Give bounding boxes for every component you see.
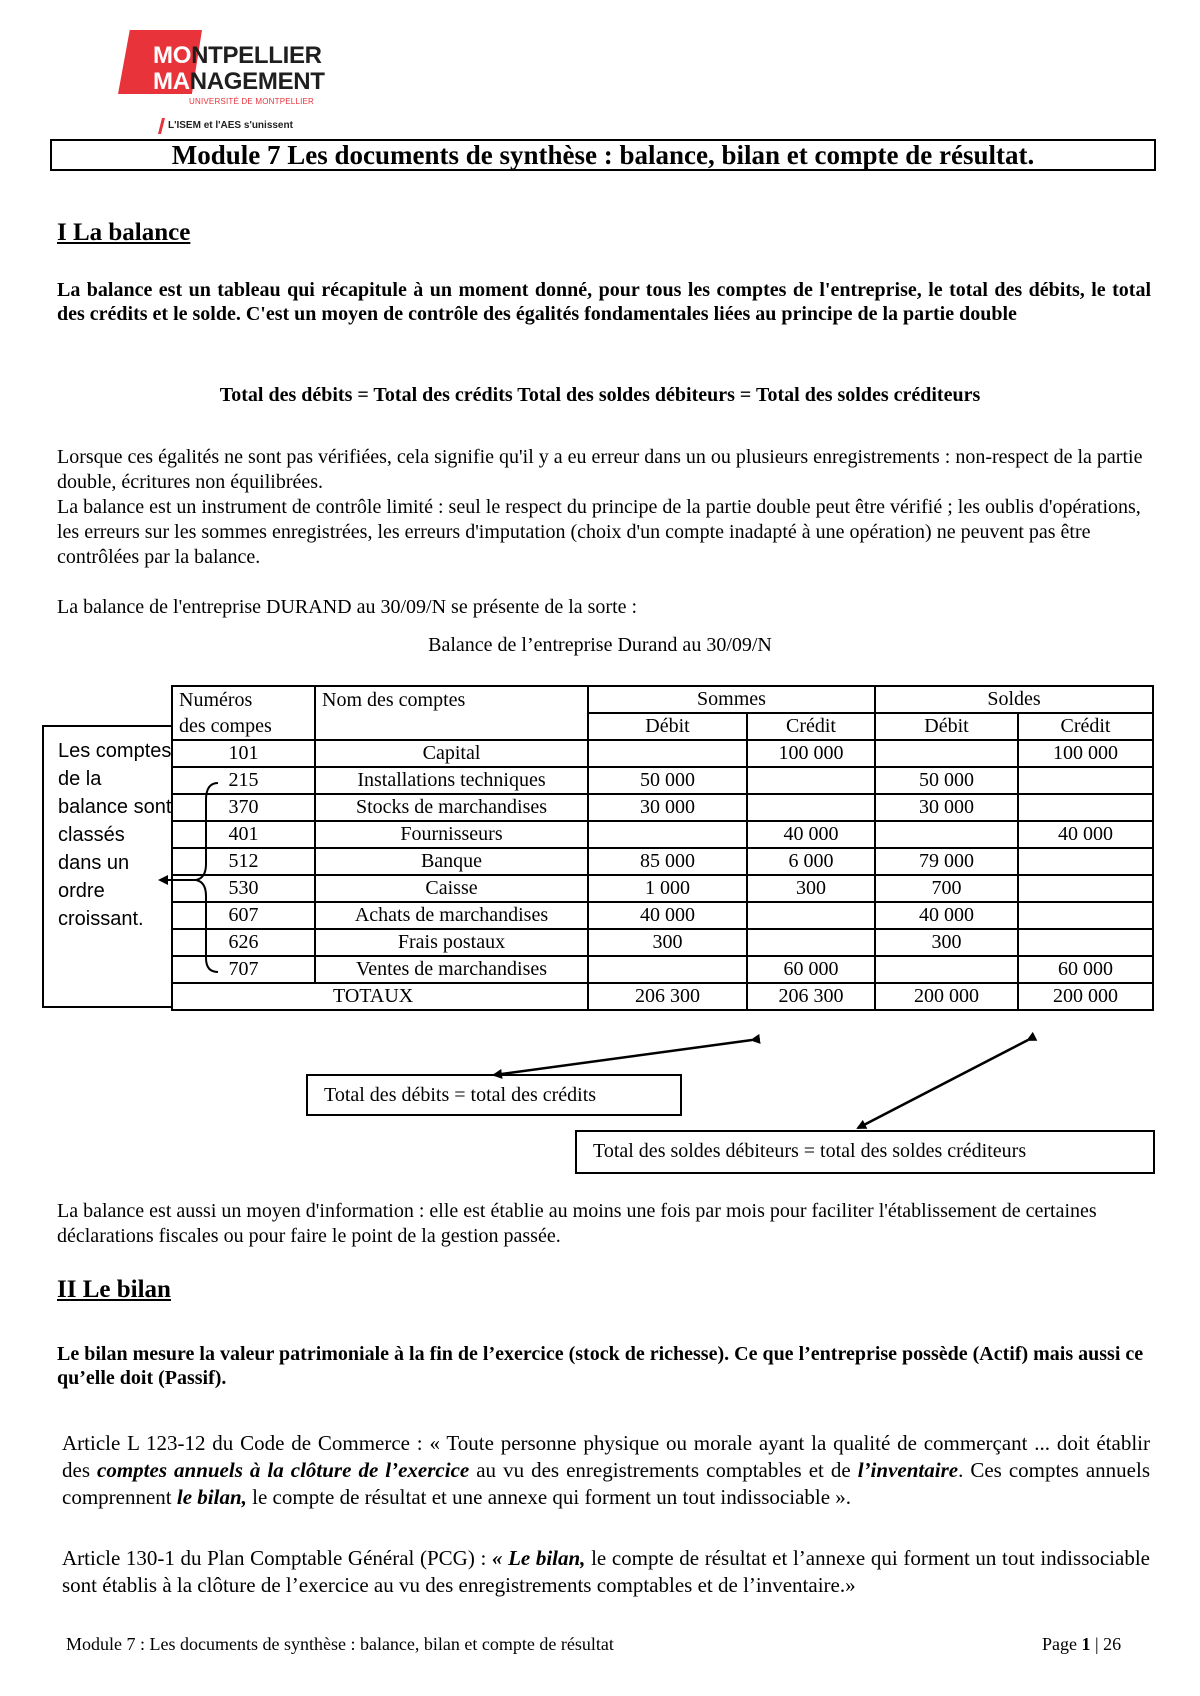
cell-num: 101 [172,740,315,767]
cell-sommes-debit: 300 [588,929,747,956]
article-code-commerce: Article L 123-12 du Code de Commerce : « Toute personne physique ou morale ayant la qualité de commerçant ... doit établir des comptes annuels à la clôture de l’exercice au vu des enregistrements comptables et de l’inventaire. Ces comptes annuels comprennent le bilan, le compte de résultat et une annexe qui forment un tout indissociable ». [62,1431,1150,1509]
header-name: Nom des comptes [315,686,588,713]
header-sommes: Sommes [588,686,875,713]
balance-equality: Total des débits = Total des crédits Total des soldes débiteurs = Total des soldes créditeurs [219,384,981,406]
arrow-to-soldes-note [858,1040,1028,1128]
cell-sommes-debit: 40 000 [588,902,747,929]
balance-closing: La balance est aussi un moyen d'information : elle est établie au moins une fois par mois pour faciliter l'établissement de certaines déclarations fiscales ou pour faire le point de la gestion passée. [57,1200,1097,1247]
cell-name: Stocks de marchandises [315,794,588,821]
cell-sommes-credit: 100 000 [747,740,875,767]
logo-subtitle: UNIVERSITÉ DE MONTPELLIER [189,97,315,106]
bilan-definition: Le bilan mesure la valeur patrimoniale à la fin de l’exercice (stock de richesse). Ce que l’entreprise possède (Actif) mais aussi ce qu’elle doit (Passif). [57,1343,1144,1389]
cell-num: 215 [172,767,315,794]
cell-soldes-credit: 60 000 [1018,956,1153,983]
page-number: 1 [1081,1634,1091,1654]
note-soldes: Total des soldes débiteurs = total des soldes créditeurs [575,1130,1155,1174]
logo-tagline: L'ISEM et l'AES s'unissent [168,120,293,131]
total-sommes-credit: 206 300 [747,983,875,1010]
header-soldes-credit: Crédit [1018,713,1153,740]
logo: MONTPELLIER MANAGEMENT [153,42,325,95]
totals-label: TOTAUX [172,983,588,1010]
cell-sommes-debit: 30 000 [588,794,747,821]
cell-name: Ventes de marchandises [315,956,588,983]
side-note: Les comptes de la balance sont classés dans un ordre croissant. [42,725,173,1008]
cell-name: Caisse [315,875,588,902]
header-num-2: des compes [172,713,315,740]
cell-num: 707 [172,956,315,983]
cell-sommes-debit: 85 000 [588,848,747,875]
cell-name: Capital [315,740,588,767]
cell-num: 626 [172,929,315,956]
cell-soldes-debit: 79 000 [875,848,1018,875]
cell-num: 401 [172,821,315,848]
section-heading-bilan: II Le bilan [57,1276,171,1303]
total-soldes-credit: 200 000 [1018,983,1153,1010]
cell-name: Frais postaux [315,929,588,956]
cell-soldes-credit: 100 000 [1018,740,1153,767]
balance-intro: La balance de l'entreprise DURAND au 30/09/N se présente de la sorte : [57,596,638,618]
page-title: Module 7 Les documents de synthèse : balance, bilan et compte de résultat. [50,139,1156,171]
cell-soldes-debit: 700 [875,875,1018,902]
cell-sommes-credit: 300 [747,875,875,902]
cell-num: 607 [172,902,315,929]
total-soldes-debit: 200 000 [875,983,1018,1010]
header-sommes-credit: Crédit [747,713,875,740]
cell-name: Banque [315,848,588,875]
cell-name: Achats de marchandises [315,902,588,929]
cell-sommes-debit: 50 000 [588,767,747,794]
cell-num: 512 [172,848,315,875]
cell-sommes-credit: 6 000 [747,848,875,875]
note-debits-credits: Total des débits = total des crédits [306,1074,682,1116]
cell-sommes-credit: 60 000 [747,956,875,983]
paragraph-errors: Lorsque ces égalités ne sont pas vérifiées, cela signifie qu'il y a eu erreur dans un ou plusieurs enregistrements : non-respect de la partie double, écritures non équilibrées. [57,446,1143,493]
cell-soldes-debit: 300 [875,929,1018,956]
section-heading-balance: I La balance [57,219,191,246]
header-soldes-debit: Débit [875,713,1018,740]
cell-name: Installations techniques [315,767,588,794]
cell-sommes-credit: 40 000 [747,821,875,848]
cell-name: Fournisseurs [315,821,588,848]
cell-num: 370 [172,794,315,821]
footer-title: Module 7 : Les documents de synthèse : balance, bilan et compte de résultat [66,1634,614,1654]
footer-page: Page 1 | 26 [1042,1634,1122,1654]
arrow-to-debits-note [494,1040,752,1075]
cell-soldes-debit: 30 000 [875,794,1018,821]
table-caption: Balance de l’entreprise Durand au 30/09/N [428,634,772,656]
article-pcg: Article 130-1 du Plan Comptable Général (PCG) : « Le bilan, le compte de résultat et l’annexe qui forment un tout indissociable sont établis à la clôture de l’exercice au vu des enregistrements comptables et de l’inventaire.» [62,1546,1150,1597]
header-sommes-debit: Débit [588,713,747,740]
balance-definition: La balance est un tableau qui récapitule à un moment donné, pour tous les comptes de l'entreprise, le total des débits, le total des crédits et le solde. C'est un moyen de contrôle des égalités fondamentales liées au principe de la partie double [57,279,1151,325]
cell-soldes-debit: 50 000 [875,767,1018,794]
header-num: Numéros [172,686,315,713]
paragraph-limits: La balance est un instrument de contrôle limité : seul le respect du principe de la partie double peut être vérifié ; les oublis d'opérations, les erreurs sur les sommes enregistrées, les erreurs d'imputation (choix d'un compte inadapté à une opération) ne peuvent pas être contrôlées par la balance. [57,496,1141,568]
header-soldes: Soldes [875,686,1153,713]
cell-soldes-debit: 40 000 [875,902,1018,929]
total-sommes-debit: 206 300 [588,983,747,1010]
cell-soldes-credit: 40 000 [1018,821,1153,848]
brace [196,783,218,972]
cell-sommes-debit: 1 000 [588,875,747,902]
cell-num: 530 [172,875,315,902]
